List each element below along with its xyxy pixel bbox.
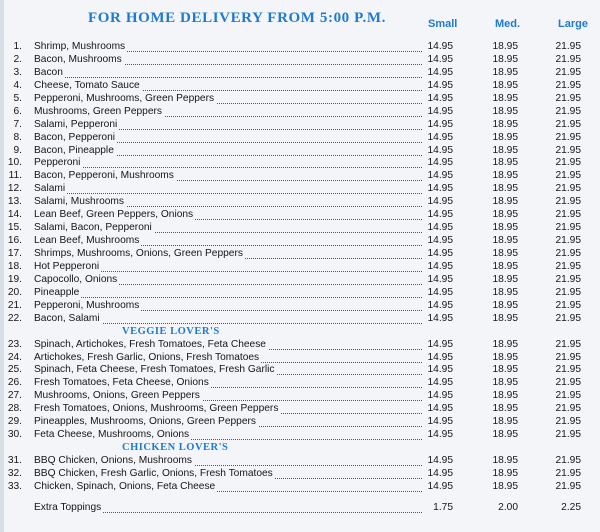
price-medium: 18.95 xyxy=(492,403,518,415)
price-small: 14.95 xyxy=(427,338,453,350)
price-small: 14.95 xyxy=(427,248,453,259)
item-name: Salami xyxy=(34,183,66,195)
dot-leader xyxy=(34,183,422,194)
price-medium: 18.95 xyxy=(492,338,518,350)
item-name: Artichokes, Fresh Garlic, Onions, Fresh Tomatoes xyxy=(34,351,260,363)
price-small: 14.95 xyxy=(427,170,453,182)
item-number: 33. xyxy=(7,480,22,492)
price-small: 14.95 xyxy=(427,144,453,156)
item-name: Bacon xyxy=(34,66,63,78)
price-large: 21.95 xyxy=(555,235,581,247)
price-medium: 18.95 xyxy=(492,299,518,311)
extra-toppings-row xyxy=(0,502,600,515)
price-small: 14.95 xyxy=(427,222,453,234)
price-large: 21.95 xyxy=(555,364,581,376)
item-name: Cheese, Tomato Sauce xyxy=(34,79,140,91)
menu-item-row xyxy=(0,209,600,222)
price-medium: 18.95 xyxy=(492,248,518,259)
price-large: 21.95 xyxy=(555,92,581,104)
price-medium: 18.95 xyxy=(492,480,518,492)
price-medium: 18.95 xyxy=(492,118,518,130)
price-small: 14.95 xyxy=(427,118,453,130)
price-large: 21.95 xyxy=(555,260,581,272)
item-number: 7. xyxy=(13,118,22,130)
price-small: 14.95 xyxy=(427,403,453,415)
item-number: 5. xyxy=(13,92,22,104)
spacer xyxy=(0,494,600,502)
price-large: 21.95 xyxy=(555,416,581,428)
item-number: 14. xyxy=(7,209,22,221)
item-name: Shrimps, Mushrooms, Onions, Green Peppers xyxy=(34,248,243,259)
item-name: Shrimp, Mushrooms xyxy=(34,41,126,52)
price-medium: 18.95 xyxy=(492,467,518,479)
menu-item-row xyxy=(0,364,600,377)
price-large: 21.95 xyxy=(555,338,581,350)
price-large: 21.95 xyxy=(555,118,581,130)
item-number: 1. xyxy=(13,41,22,52)
price-medium: 18.95 xyxy=(492,429,518,441)
menu-item-row xyxy=(0,235,600,248)
menu-item-row xyxy=(0,416,600,429)
price-medium: 18.95 xyxy=(492,79,518,91)
section-heading xyxy=(0,442,600,455)
price-medium: 18.95 xyxy=(492,131,518,143)
item-number: 10. xyxy=(7,157,22,169)
item-name: Feta Cheese, Mushrooms, Onions xyxy=(34,429,190,441)
item-number: 26. xyxy=(7,377,22,389)
item-number: 4. xyxy=(13,79,22,91)
price-medium: 18.95 xyxy=(492,196,518,208)
menu-item-row xyxy=(0,80,600,93)
price-medium: 18.95 xyxy=(492,416,518,428)
price-large: 21.95 xyxy=(555,312,581,324)
price-large: 21.95 xyxy=(555,480,581,492)
menu-item-row xyxy=(0,157,600,170)
price-small: 14.95 xyxy=(427,157,453,169)
menu-item-row xyxy=(0,54,600,67)
price-small: 14.95 xyxy=(427,390,453,402)
dot-leader xyxy=(34,157,422,168)
price-small: 14.95 xyxy=(427,312,453,324)
item-name: Pepperoni, Mushrooms, Green Peppers xyxy=(34,92,215,104)
dot-leader xyxy=(34,67,422,78)
item-number: 20. xyxy=(7,286,22,298)
item-name: Capocollo, Onions xyxy=(34,273,118,285)
menu-item-row xyxy=(0,183,600,196)
price-medium: 18.95 xyxy=(492,455,518,466)
price-small: 14.95 xyxy=(427,53,453,65)
extra-price-small: 1.75 xyxy=(433,501,453,513)
price-small: 14.95 xyxy=(427,183,453,195)
menu-item-row xyxy=(0,377,600,390)
price-small: 14.95 xyxy=(427,209,453,221)
price-large: 21.95 xyxy=(555,196,581,208)
price-large: 21.95 xyxy=(555,131,581,143)
price-large: 21.95 xyxy=(555,390,581,402)
price-medium: 18.95 xyxy=(492,273,518,285)
item-number: 30. xyxy=(7,429,22,441)
menu-item-row xyxy=(0,339,600,352)
price-medium: 18.95 xyxy=(492,260,518,272)
price-small: 14.95 xyxy=(427,235,453,247)
item-name: Chicken, Spinach, Onions, Feta Cheese xyxy=(34,480,216,492)
item-number: 27. xyxy=(7,390,22,402)
menu-header xyxy=(0,10,600,38)
price-small: 14.95 xyxy=(427,131,453,143)
price-small: 14.95 xyxy=(427,299,453,311)
item-number: 19. xyxy=(7,273,22,285)
menu-item-row xyxy=(0,274,600,287)
item-name: Salami, Bacon, Pepperoni xyxy=(34,222,152,234)
item-number: 12. xyxy=(7,183,22,195)
price-small: 14.95 xyxy=(427,105,453,117)
item-number: 8. xyxy=(13,131,22,143)
menu-item-row xyxy=(0,468,600,481)
price-small: 14.95 xyxy=(427,429,453,441)
item-name: Bacon, Pineapple xyxy=(34,144,114,156)
price-large: 21.95 xyxy=(555,66,581,78)
item-name: Bacon, Pepperoni xyxy=(34,131,115,143)
price-medium: 18.95 xyxy=(492,312,518,324)
menu-item-row xyxy=(0,313,600,326)
price-medium: 18.95 xyxy=(492,66,518,78)
price-medium: 18.95 xyxy=(492,286,518,298)
section-heading-label: CHICKEN LOVER'S xyxy=(122,442,229,454)
item-name: Pineapple xyxy=(34,286,80,298)
price-large: 21.95 xyxy=(555,299,581,311)
price-large: 21.95 xyxy=(555,377,581,389)
price-medium: 18.95 xyxy=(492,105,518,117)
item-name: Lean Beef, Green Peppers, Onions xyxy=(34,209,194,221)
price-medium: 18.95 xyxy=(492,235,518,247)
item-name: Salami, Mushrooms xyxy=(34,196,125,208)
price-medium: 18.95 xyxy=(492,390,518,402)
item-number: 3. xyxy=(13,66,22,78)
price-large: 21.95 xyxy=(555,455,581,466)
menu-item-row xyxy=(0,300,600,313)
price-small: 14.95 xyxy=(427,273,453,285)
menu-item-row xyxy=(0,132,600,145)
extra-price-medium: 2.00 xyxy=(498,501,518,513)
price-large: 21.95 xyxy=(555,209,581,221)
item-name: BBQ Chicken, Fresh Garlic, Onions, Fresh Tomatoes xyxy=(34,467,273,479)
section-heading xyxy=(0,326,600,339)
page-title: FOR HOME DELIVERY FROM 5:00 P.M. xyxy=(88,10,386,26)
item-number: 24. xyxy=(7,351,22,363)
item-number: 11. xyxy=(8,170,22,182)
menu-list xyxy=(0,41,600,515)
menu-item-row xyxy=(0,481,600,494)
item-name: Pepperoni, Mushrooms xyxy=(34,299,140,311)
extra-toppings-label: Extra Toppings xyxy=(34,501,102,513)
menu-item-row xyxy=(0,41,600,54)
price-small: 14.95 xyxy=(427,92,453,104)
menu-item-row xyxy=(0,119,600,132)
menu-item-row xyxy=(0,248,600,261)
item-name: Bacon, Salami xyxy=(34,312,100,324)
price-small: 14.95 xyxy=(427,41,453,52)
price-large: 21.95 xyxy=(555,403,581,415)
price-medium: 18.95 xyxy=(492,222,518,234)
price-small: 14.95 xyxy=(427,286,453,298)
price-large: 21.95 xyxy=(555,170,581,182)
price-large: 21.95 xyxy=(555,183,581,195)
price-small: 14.95 xyxy=(427,467,453,479)
price-medium: 18.95 xyxy=(492,41,518,52)
price-large: 21.95 xyxy=(555,105,581,117)
price-small: 14.95 xyxy=(427,79,453,91)
item-number: 13. xyxy=(7,196,22,208)
menu-item-row xyxy=(0,106,600,119)
menu-item-row xyxy=(0,403,600,416)
item-number: 32. xyxy=(7,467,22,479)
price-medium: 18.95 xyxy=(492,157,518,169)
price-large: 21.95 xyxy=(555,144,581,156)
column-header-medium: Med. xyxy=(495,18,521,30)
item-number: 2. xyxy=(13,53,22,65)
menu-item-row xyxy=(0,287,600,300)
price-medium: 18.95 xyxy=(492,364,518,376)
item-number: 18. xyxy=(7,260,22,272)
menu-item-row xyxy=(0,93,600,106)
price-large: 21.95 xyxy=(555,429,581,441)
price-medium: 18.95 xyxy=(492,144,518,156)
price-large: 21.95 xyxy=(555,467,581,479)
item-number: 9. xyxy=(13,144,22,156)
price-small: 14.95 xyxy=(427,66,453,78)
menu-item-row xyxy=(0,170,600,183)
menu-item-row xyxy=(0,352,600,365)
item-name: Mushrooms, Green Peppers xyxy=(34,105,162,117)
item-number: 29. xyxy=(7,416,22,428)
price-large: 21.95 xyxy=(555,53,581,65)
menu-item-row xyxy=(0,196,600,209)
item-number: 23. xyxy=(7,338,22,350)
price-large: 21.95 xyxy=(555,222,581,234)
item-number: 28. xyxy=(7,403,22,415)
item-number: 6. xyxy=(13,105,22,117)
menu-item-row xyxy=(0,261,600,274)
price-medium: 18.95 xyxy=(492,351,518,363)
item-number: 16. xyxy=(7,235,22,247)
price-large: 21.95 xyxy=(555,286,581,298)
item-number: 31. xyxy=(7,455,22,466)
column-header-large: Large xyxy=(558,18,588,30)
price-large: 21.95 xyxy=(555,273,581,285)
item-name: Pineapples, Mushrooms, Onions, Green Peppers xyxy=(34,416,256,428)
item-name: Bacon, Pepperoni, Mushrooms xyxy=(34,170,174,182)
menu-item-row xyxy=(0,222,600,235)
item-name: Lean Beef, Mushrooms xyxy=(34,235,140,247)
item-name: Bacon, Mushrooms xyxy=(34,53,122,65)
item-name: BBQ Chicken, Onions, Mushrooms xyxy=(34,455,192,466)
price-small: 14.95 xyxy=(427,377,453,389)
menu-item-row xyxy=(0,67,600,80)
dot-leader xyxy=(34,287,422,298)
price-small: 14.95 xyxy=(427,351,453,363)
column-header-small: Small xyxy=(428,18,458,30)
item-name: Spinach, Feta Cheese, Fresh Tomatoes, Fresh Garlic xyxy=(34,364,275,376)
price-large: 21.95 xyxy=(555,248,581,259)
price-small: 14.95 xyxy=(427,416,453,428)
price-medium: 18.95 xyxy=(492,377,518,389)
price-small: 14.95 xyxy=(427,196,453,208)
item-name: Salami, Pepperoni xyxy=(34,118,118,130)
item-number: 21. xyxy=(7,299,22,311)
price-medium: 18.95 xyxy=(492,209,518,221)
item-name: Fresh Tomatoes, Onions, Mushrooms, Green Peppers xyxy=(34,403,279,415)
item-name: Fresh Tomatoes, Feta Cheese, Onions xyxy=(34,377,209,389)
price-medium: 18.95 xyxy=(492,53,518,65)
price-medium: 18.95 xyxy=(492,183,518,195)
price-large: 21.95 xyxy=(555,157,581,169)
menu-item-row xyxy=(0,390,600,403)
price-large: 21.95 xyxy=(555,79,581,91)
price-small: 14.95 xyxy=(427,480,453,492)
price-medium: 18.95 xyxy=(492,92,518,104)
price-large: 21.95 xyxy=(555,351,581,363)
price-small: 14.95 xyxy=(427,364,453,376)
price-large: 21.95 xyxy=(555,41,581,52)
menu-item-row xyxy=(0,455,600,468)
item-name: Hot Pepperoni xyxy=(34,260,100,272)
menu-item-row xyxy=(0,429,600,442)
item-number: 15. xyxy=(7,222,22,234)
section-heading-label: VEGGIE LOVER'S xyxy=(122,325,220,337)
item-name: Mushrooms, Onions, Green Peppers xyxy=(34,390,200,402)
item-number: 22. xyxy=(7,312,22,324)
price-small: 14.95 xyxy=(427,455,453,466)
extra-price-large: 2.25 xyxy=(561,501,581,513)
item-name: Pepperoni xyxy=(34,157,81,169)
item-number: 17. xyxy=(7,248,22,259)
price-small: 14.95 xyxy=(427,260,453,272)
price-medium: 18.95 xyxy=(492,170,518,182)
item-name: Spinach, Artichokes, Fresh Tomatoes, Feta Cheese xyxy=(34,338,266,350)
item-number: 25. xyxy=(7,364,22,376)
menu-item-row xyxy=(0,145,600,158)
